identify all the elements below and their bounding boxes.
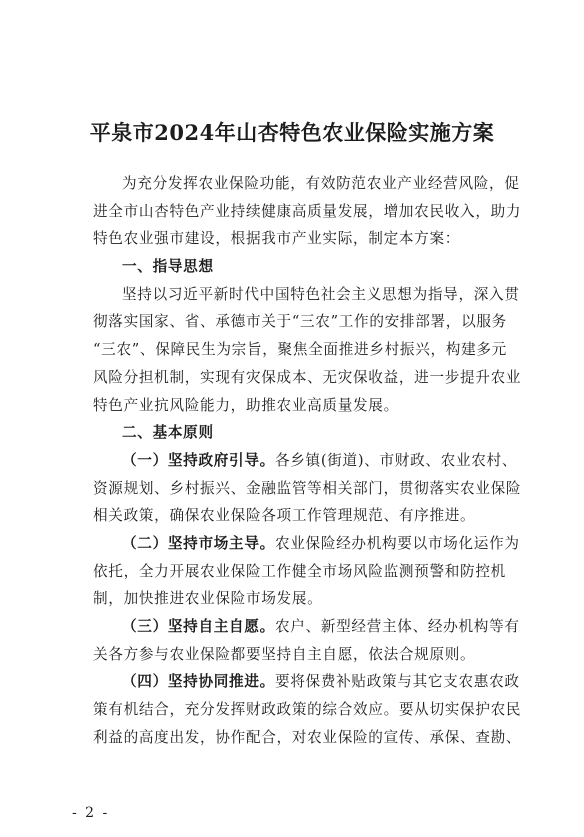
document-body: [93, 170, 522, 751]
line-text: 策有机结合，充分发挥财政政策的综合效应。要从切实保护农民: [93, 701, 522, 719]
subheading-text: （四）坚持协同推进。: [122, 673, 275, 691]
page-number: - 2 -: [72, 805, 110, 821]
text-line: [93, 392, 509, 420]
line-text: 农业保险经办机构要以市场化运作为: [274, 534, 520, 552]
document-title: 平泉市2024年山杏特色农业保险实施方案: [89, 120, 495, 145]
text-line: [93, 585, 509, 613]
line-text: 进全市山杏特色产业持续健康高质量发展，增加农民收入，助力: [93, 202, 522, 220]
line-text: 利益的高度出发，协作配合，对农业保险的宣传、承保、查勘、: [93, 728, 522, 746]
text-line: [93, 668, 520, 696]
text-line: [93, 198, 522, 226]
line-text: 相关政策，确保农业保险各项工作管理规范、有序推进。: [93, 507, 476, 525]
line-text: 各乡镇(街道)、市财政、农业农村、: [274, 451, 518, 469]
line-text: 坚持以习近平新时代中国特色社会主义思想为指导，深入贯: [122, 285, 520, 303]
text-line: [93, 696, 522, 724]
text-line: [93, 225, 509, 253]
text-line: [93, 530, 520, 558]
line-text: 制，加快推进农业保险市场发展。: [93, 590, 323, 608]
line-text: “三农”、保障民生为宗旨，聚焦全面推进乡村振兴，构建多元: [93, 341, 507, 359]
line-text: 要将保费补贴政策与其它支农惠农政: [274, 673, 520, 691]
text-line: [93, 308, 509, 336]
text-line: [93, 447, 518, 475]
line-text: 特色农业强市建设，根据我市产业实际，制定本方案：: [93, 230, 461, 248]
line-text: 农户、新型经营主体、经办机构等有: [274, 618, 520, 635]
text-line: [93, 641, 509, 669]
subheading-text: （一）坚持政府引导。: [122, 451, 275, 469]
subheading-text: （二）坚持市场主导。: [122, 534, 275, 552]
line-text: 为充分发挥农业保险功能，有效防范农业产业经营风险，促: [122, 175, 520, 192]
text-line: [93, 336, 509, 364]
text-line: [93, 613, 520, 641]
subheading-text: （三）坚持自主自愿。: [122, 618, 275, 635]
text-line: [93, 558, 509, 586]
line-text: 特色产业抗风险能力，助推农业高质量发展。: [93, 396, 399, 414]
line-text: 资源规划、乡村振兴、金融监管等相关部门，贯彻落实农业保险: [93, 479, 522, 497]
text-line: [93, 724, 522, 752]
text-line: [93, 502, 509, 530]
line-text: 关各方参与农业保险都要坚持自主自愿，依法合规原则。: [93, 645, 476, 663]
text-line: [93, 475, 522, 503]
text-line: [93, 281, 520, 309]
line-text: 二、基本原则: [122, 424, 214, 442]
text-line: [93, 364, 522, 392]
line-text: 一、指导思想: [122, 258, 214, 276]
line-text: 风险分担机制，实现有灾保成本、无灾保收益，进一步提升农业: [93, 368, 522, 386]
line-text: 彻落实国家、省、承德市关于“三农”工作的安排部署，以服务: [93, 313, 507, 331]
section-heading: [93, 253, 509, 281]
section-heading: [93, 419, 509, 447]
text-line: [93, 170, 520, 198]
line-text: 依托，全力开展农业保险工作健全市场风险监测预警和防控机: [93, 562, 506, 580]
